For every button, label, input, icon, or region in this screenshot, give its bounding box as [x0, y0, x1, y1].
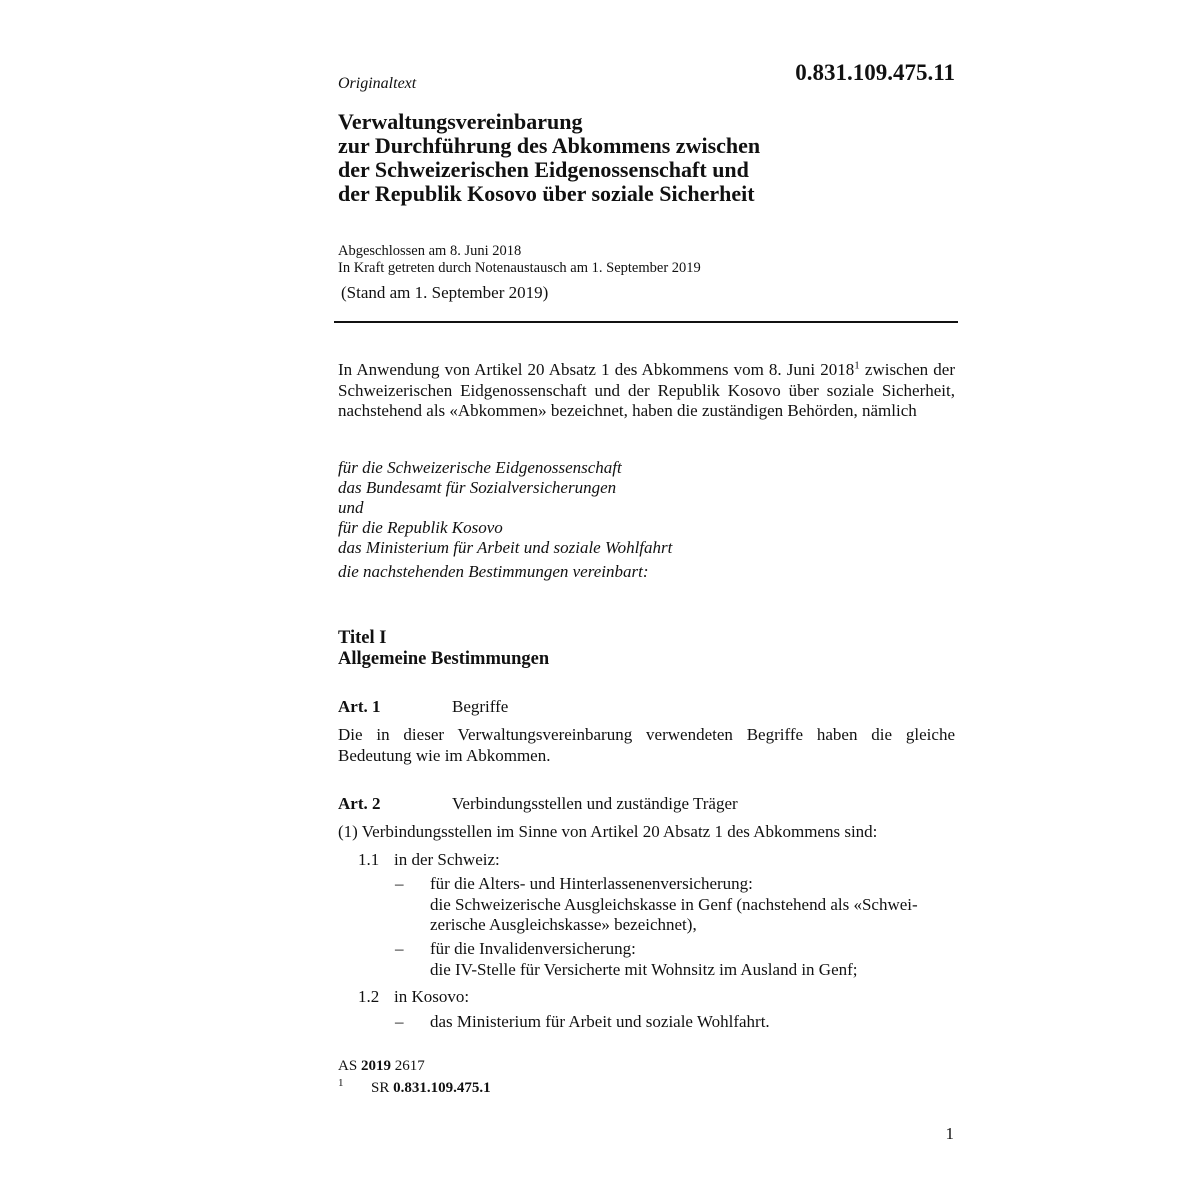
document-meta: [338, 243, 701, 276]
as-prefix: AS: [338, 1058, 358, 1074]
preamble-text-cont: zwischen der Schweizerischen Eidgenossenschaft und der Republik Kosovo über soziale Sicherheit, nachstehend als «Abkommen» bezeichnet, haben die zuständigen Behörden, nämlich: [338, 360, 955, 420]
sr-number: 0.831.109.475.11: [795, 60, 955, 85]
title-section-heading: [338, 628, 549, 670]
title-name: Allgemeine Bestimmungen: [338, 649, 550, 669]
as-year: 2019: [360, 1058, 391, 1074]
party-line: das Bundesamt für Sozialversicherungen: [338, 478, 617, 497]
article-2-heading: [338, 794, 738, 814]
party-line: und: [338, 498, 364, 517]
contracting-parties: [338, 458, 672, 582]
list-item-line: die IV-Stelle für Versicherte mit Wohnsitz im Ausland in Genf;: [430, 959, 858, 979]
page-number: 1: [945, 1124, 954, 1143]
list-item: das Ministerium für Arbeit und soziale Wohlfahrt.: [430, 1012, 770, 1031]
title-line: Verwaltungsvereinbarung: [338, 109, 583, 134]
title-number: Titel I: [338, 628, 387, 648]
article-1-heading: [338, 697, 508, 717]
party-line: das Ministerium für Arbeit und soziale Wohlfahrt: [338, 538, 673, 557]
dash-bullet: –: [395, 1012, 404, 1031]
article-title: Begriffe: [452, 697, 509, 716]
party-line: für die Republik Kosovo: [338, 518, 503, 537]
subsection-label: in Kosovo:: [394, 987, 470, 1006]
footnote-text: [371, 1080, 491, 1097]
list-item-line: für die Alters- und Hinterlassenenversicherung:: [430, 874, 753, 893]
in-force-date: In Kraft getreten durch Notenaustausch am 1. September 2019: [338, 259, 701, 276]
article-number: Art. 2: [338, 794, 381, 813]
title-line: der Republik Kosovo über soziale Sicherheit: [338, 181, 755, 206]
status-date: (Stand am 1. September 2019): [341, 283, 549, 302]
footnote-ref[interactable]: 1: [854, 359, 860, 372]
list-item-line: die Schweizerische Ausgleichskasse in Genf (nachstehend als «Schwei-: [430, 894, 918, 914]
preamble-closing: die nachstehenden Bestimmungen vereinbart:: [338, 562, 649, 581]
document-title: [338, 110, 958, 206]
as-page: 2617: [394, 1058, 425, 1074]
subsection-label: in der Schweiz:: [394, 850, 500, 869]
article-title: Verbindungsstellen und zuständige Träger: [452, 794, 738, 813]
title-line: der Schweizerischen Eidgenossenschaft und: [338, 157, 749, 182]
footnote-sr-link[interactable]: 0.831.109.475.1: [393, 1080, 491, 1096]
original-text-label: Originaltext: [338, 75, 417, 92]
party-line: für die Schweizerische Eidgenossenschaft: [338, 458, 622, 477]
article-1-text: Die in dieser Verwaltungsvereinbarung verwendeten Begriffe haben die gleiche Bedeutung wie im Abkommen.: [338, 725, 955, 765]
subsection-number: 1.2: [358, 987, 380, 1006]
list-item: [430, 874, 957, 936]
dash-bullet: –: [395, 939, 404, 958]
concluded-date: Abgeschlossen am 8. Juni 2018: [338, 243, 522, 259]
list-item-line: zerische Ausgleichskasse» bezeichnet),: [430, 915, 697, 934]
dash-bullet: –: [395, 874, 404, 893]
article-number: Art. 1: [338, 697, 381, 716]
preamble-text: In Anwendung von Artikel 20 Absatz 1 des Abkommens vom 8. Juni 2018: [338, 360, 855, 379]
footnote-prefix: SR: [371, 1080, 390, 1096]
header-divider: [334, 321, 958, 323]
article-2-para-1: (1) Verbindungsstellen im Sinne von Artikel 20 Absatz 1 des Abkommens sind:: [338, 822, 878, 841]
preamble-paragraph: [338, 360, 955, 422]
list-item-line: für die Invalidenversicherung:: [430, 939, 636, 958]
title-line: zur Durchführung des Abkommens zwischen: [338, 133, 761, 158]
footnote-number: 1: [338, 1077, 344, 1089]
list-item: [430, 939, 957, 980]
subsection-number: 1.1: [358, 850, 380, 869]
as-reference: [338, 1058, 425, 1075]
